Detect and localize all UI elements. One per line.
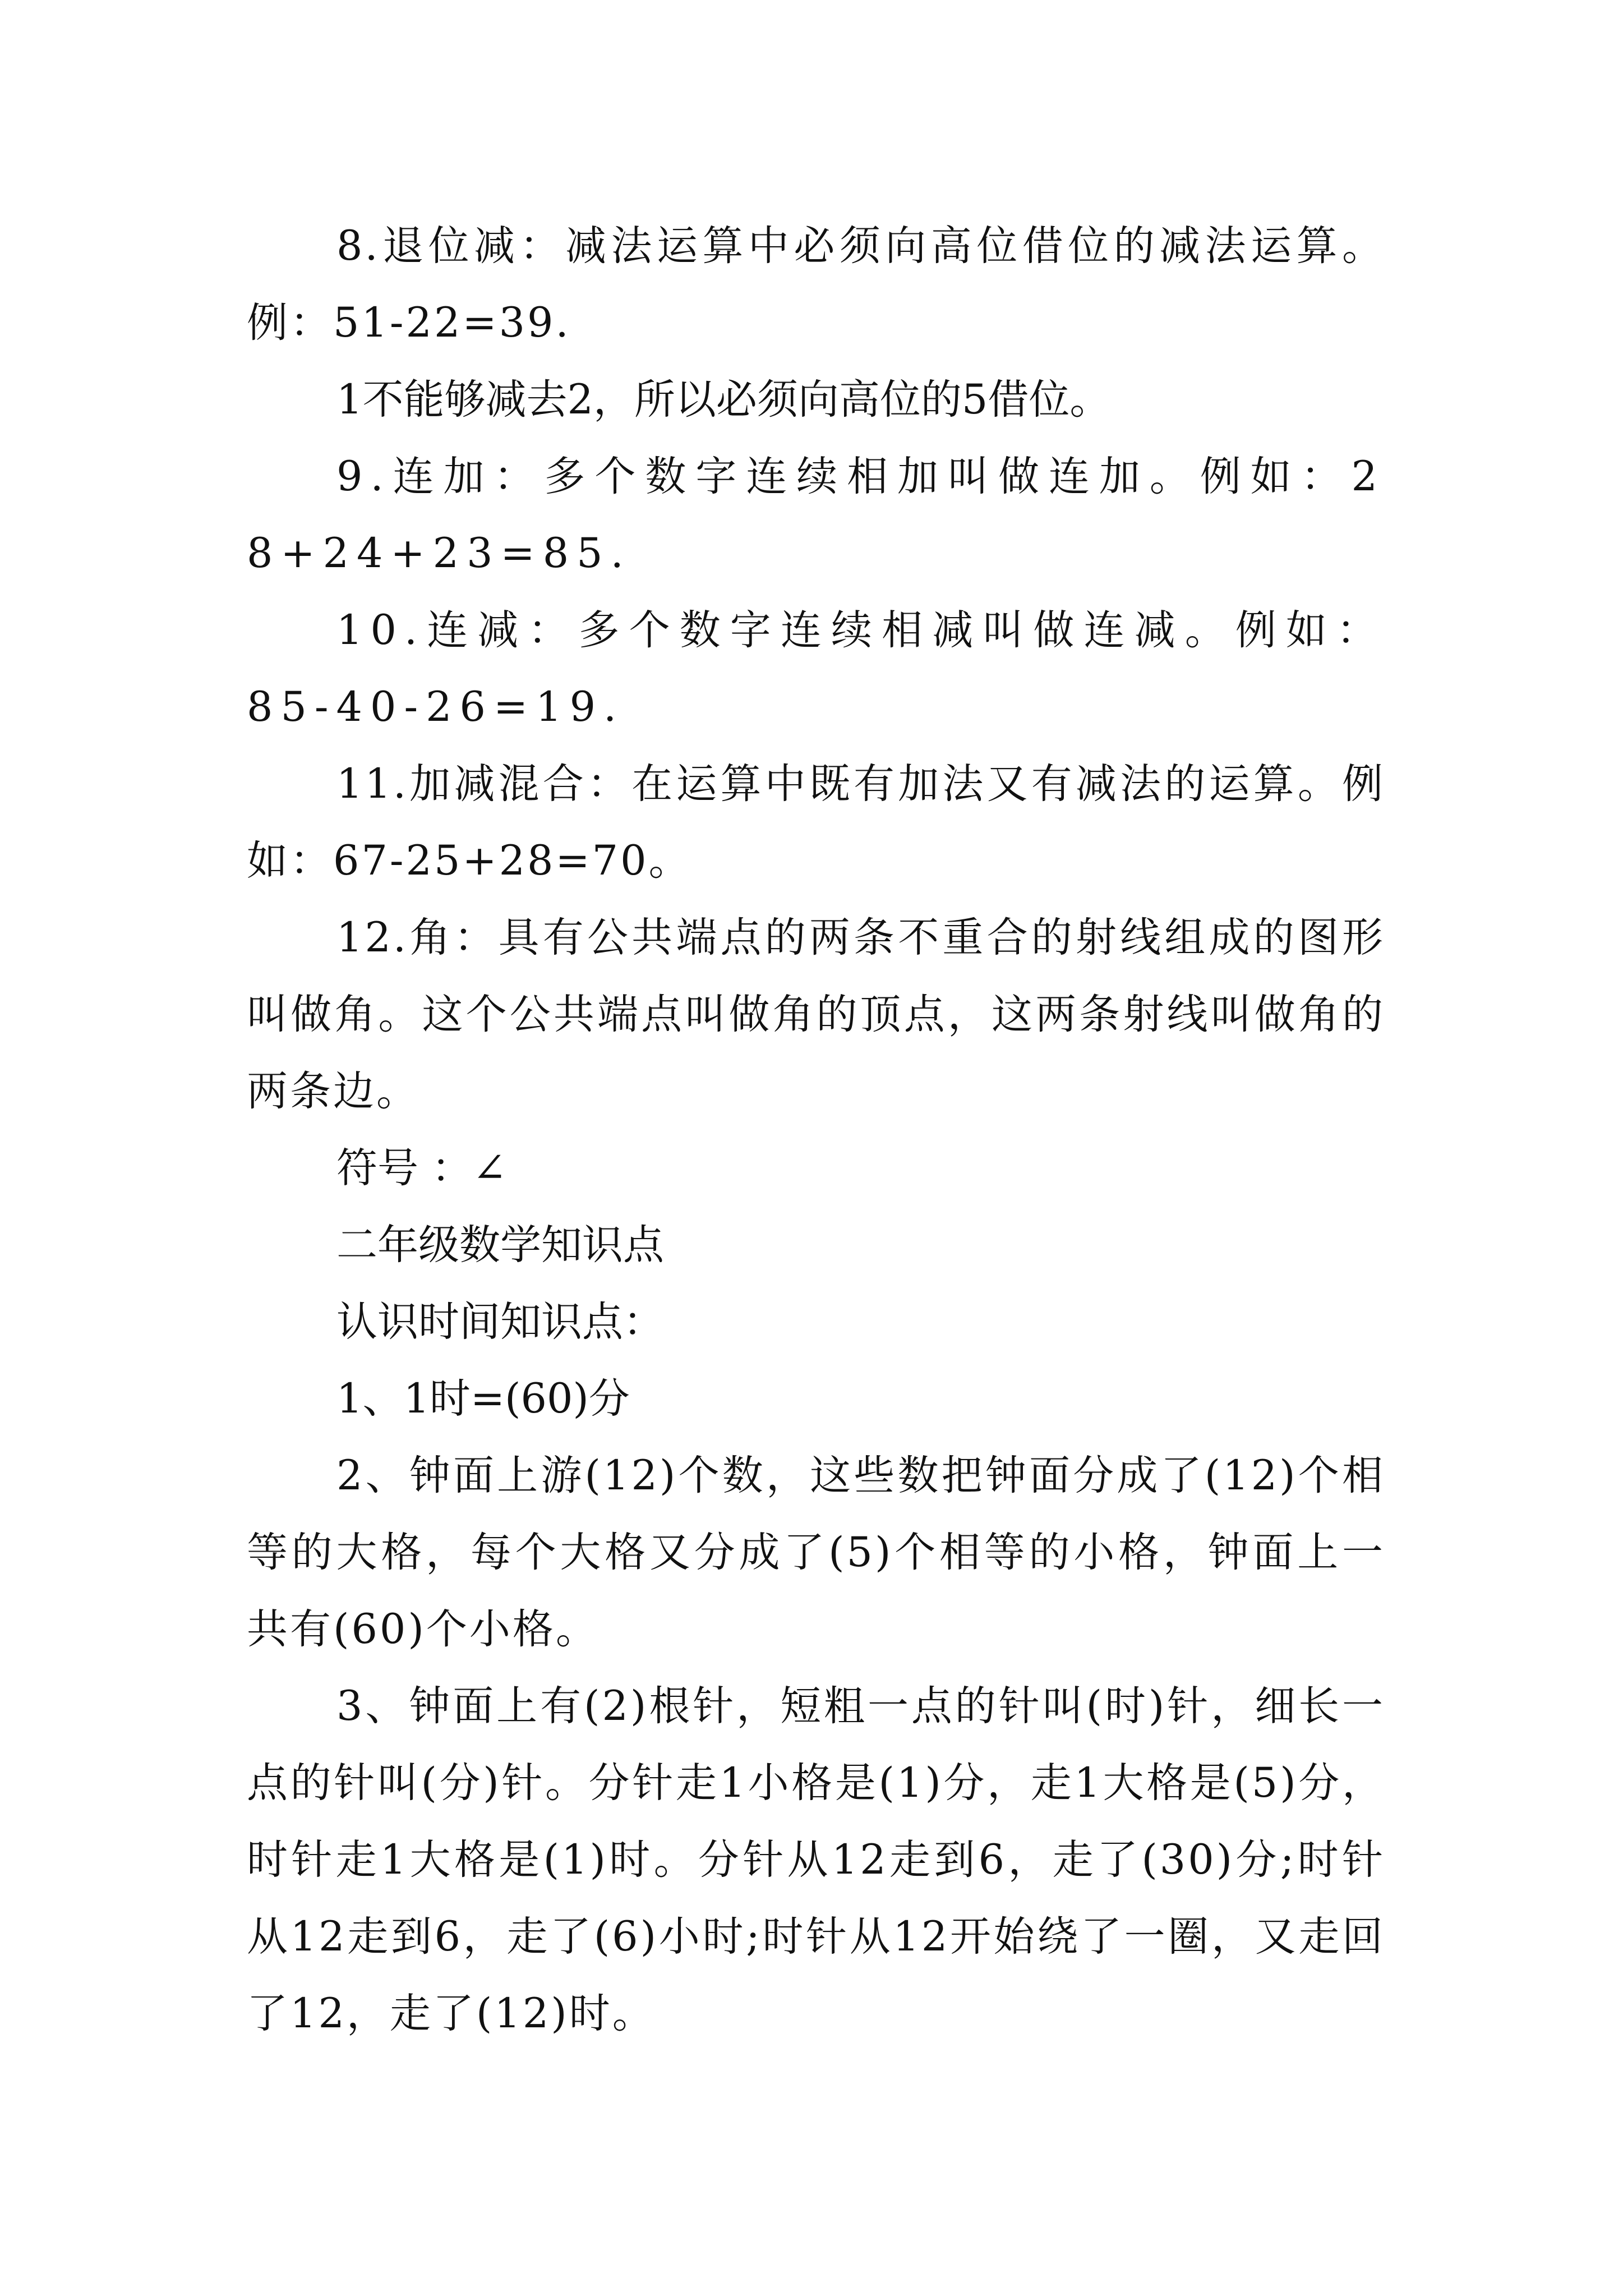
- paragraph-consecutive-subtraction: 10.连减：多个数字连续相减叫做连减。例如：85-40-26=19.: [247, 606, 1385, 731]
- list-item-hour-minutes: 1、1时=(60)分: [336, 1375, 630, 1423]
- paragraph-consecutive-addition: 9.连加：多个数字连续相加叫做连加。例如：28+24+23=85.: [247, 453, 1385, 577]
- section-title-grade2-math: 二年级数学知识点: [336, 1221, 664, 1269]
- list-item-clock-hands: 3、钟面上有(2)根针，短粗一点的针叫(时)针，细长一点的针叫(分)针。分针走1小格是(1)分，走1大格是(5)分，时针走1大格是(1)时。分针从12走到6，走了(30)分;时针从12走到6，走了(6)小时;时针从12开始绕了一圈，又走回了12，走了(12)时。: [247, 1682, 1385, 2037]
- paragraph-angle-symbol: 符号 ：∠: [336, 1144, 507, 1192]
- document-page: [247, 208, 1385, 2052]
- list-item-clock-face: 2、钟面上游(12)个数，这些数把钟面分成了(12)个相等的大格，每个大格又分成了(5)个相等的小格，钟面上一共有(60)个小格。: [247, 1452, 1385, 1653]
- section-subtitle-time: 认识时间知识点：: [336, 1298, 664, 1346]
- paragraph-mixed-operations: 11.加减混合：在运算中既有加法又有减法的运算。例如：67-25+28=70。: [247, 760, 1385, 885]
- paragraph-angle-definition: 12.角：具有公共端点的两条不重合的射线组成的图形叫做角。这个公共端点叫做角的顶点，这两条射线叫做角的两条边。: [247, 914, 1385, 1115]
- paragraph-borrow-note: 1不能够减去2，所以必须向高位的5借位。: [336, 376, 1111, 424]
- paragraph-regrouping-subtraction: 8.退位减：减法运算中必须向高位借位的减法运算。例：51-22=39.: [247, 222, 1385, 347]
